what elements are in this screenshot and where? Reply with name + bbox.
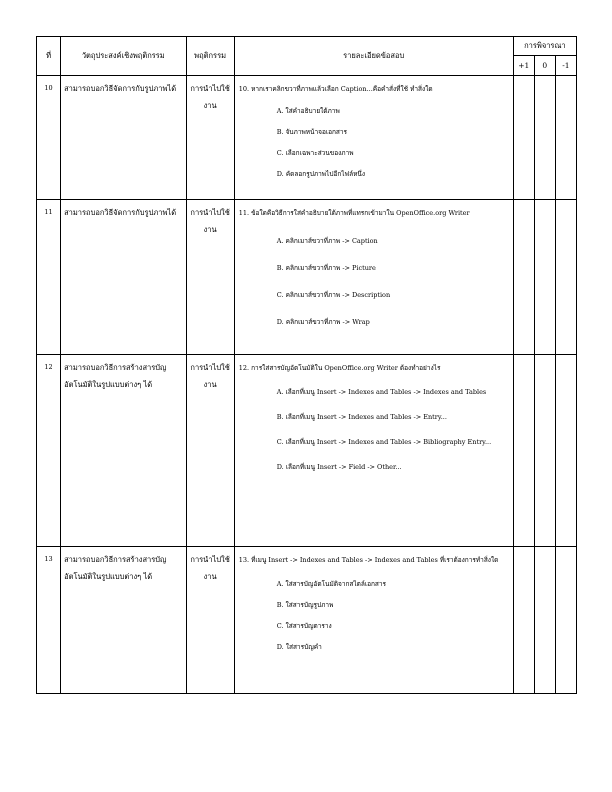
question-text: 10. หากเราคลิกขวาที่ภาพแล้วเลือก Caption...คือคำสั่งที่ใช้ ทำสิ่งใด [238, 85, 433, 93]
header-score-plus-one: +1 [513, 56, 534, 76]
option-a: A. ใส่คำอธิบายใต้ภาพ [276, 107, 340, 115]
score-zero-cell[interactable] [534, 355, 555, 547]
objective-cell: สามารถบอกวิธีจัดการกับรูปภาพได้ [61, 200, 186, 355]
score-plus-one-cell[interactable] [513, 200, 534, 355]
option-a: A. เลือกที่เมนู Insert -> Indexes and Tables -> Indexes and Tables [276, 388, 487, 396]
behavior-cell: การนำไปใช้งาน [186, 547, 234, 694]
score-plus-one-cell[interactable] [513, 76, 534, 200]
header-objective: วัตถุประสงค์เชิงพฤติกรรม [61, 37, 186, 76]
option-c: C. เลือกเฉพาะส่วนของภาพ [276, 149, 354, 157]
option-c: C. คลิกเมาส์ขวาที่ภาพ -> Description [276, 291, 391, 299]
objective-cell: สามารถบอกวิธีการสร้างสารบัญอัตโนมัติในรูปแบบต่างๆ ได้ [61, 355, 186, 547]
option-d: D. ใส่สารบัญคำ [276, 643, 322, 651]
option-d: D. คลิกเมาส์ขวาที่ภาพ -> Wrap [276, 318, 370, 326]
table-row [37, 200, 577, 355]
header-details: รายละเอียดข้อสอบ [234, 37, 513, 76]
score-plus-one-cell[interactable] [513, 547, 534, 694]
table-row [37, 76, 577, 200]
score-minus-one-cell[interactable] [555, 200, 576, 355]
header-no: ที่ [37, 37, 61, 76]
row-number: 11 [37, 200, 61, 355]
header-score-zero: 0 [534, 56, 555, 76]
score-minus-one-cell[interactable] [555, 547, 576, 694]
option-b: B. ใส่สารบัญรูปภาพ [276, 601, 334, 609]
option-a: A. ใส่สารบัญอัตโนมัติจากสไตล์เอกสาร [276, 580, 387, 588]
behavior-cell: การนำไปใช้งาน [186, 355, 234, 547]
option-a: A. คลิกเมาส์ขวาที่ภาพ -> Caption [276, 237, 378, 245]
row-number: 12 [37, 355, 61, 547]
question-text: 13. ที่เมนู Insert -> Indexes and Tables -> Indexes and Tables ที่เราต้องการทำสิ่งใด [238, 556, 499, 564]
row-number: 10 [37, 76, 61, 200]
option-b: B. จับภาพหน้าจอเอกสาร [276, 128, 348, 136]
score-minus-one-cell[interactable] [555, 355, 576, 547]
objective-cell: สามารถบอกวิธีการสร้างสารบัญอัตโนมัติในรูปแบบต่างๆ ได้ [61, 547, 186, 694]
details-cell [234, 200, 513, 355]
table-row [37, 547, 577, 694]
score-zero-cell[interactable] [534, 547, 555, 694]
details-cell [234, 547, 513, 694]
table-row [37, 355, 577, 547]
score-plus-one-cell[interactable] [513, 355, 534, 547]
option-b: B. คลิกเมาส์ขวาที่ภาพ -> Picture [276, 264, 376, 272]
details-cell [234, 76, 513, 200]
option-c: C. เลือกที่เมนู Insert -> Indexes and Tables -> Bibliography Entry... [276, 438, 492, 446]
option-d: D. คัดลอกรูปภาพไปอีกไฟล์หนึ่ง [276, 170, 366, 178]
behavior-cell: การนำไปใช้งาน [186, 76, 234, 200]
option-c: C. ใส่สารบัญตาราง [276, 622, 332, 630]
behavior-cell: การนำไปใช้งาน [186, 200, 234, 355]
score-zero-cell[interactable] [534, 200, 555, 355]
header-score-minus-one: -1 [555, 56, 576, 76]
score-zero-cell[interactable] [534, 76, 555, 200]
objective-cell: สามารถบอกวิธีจัดการกับรูปภาพได้ [61, 76, 186, 200]
option-b: B. เลือกที่เมนู Insert -> Indexes and Tables -> Entry... [276, 413, 447, 421]
score-minus-one-cell[interactable] [555, 76, 576, 200]
header-consideration: การพิจารณา [513, 37, 576, 56]
question-text: 11. ข้อใดคือวิธีการใส่คำอธิบายใต้ภาพที่แทรกเข้ามาใน OpenOffice.org Writer [238, 209, 470, 217]
exam-table [36, 36, 577, 694]
header-behavior: พฤติกรรม [186, 37, 234, 76]
question-text: 12. การใส่สารบัญอัตโนมัติใน OpenOffice.org Writer ต้องทำอย่างไร [238, 364, 441, 372]
details-cell [234, 355, 513, 547]
option-d: D. เลือกที่เมนู Insert -> Field -> Other... [276, 463, 402, 471]
row-number: 13 [37, 547, 61, 694]
